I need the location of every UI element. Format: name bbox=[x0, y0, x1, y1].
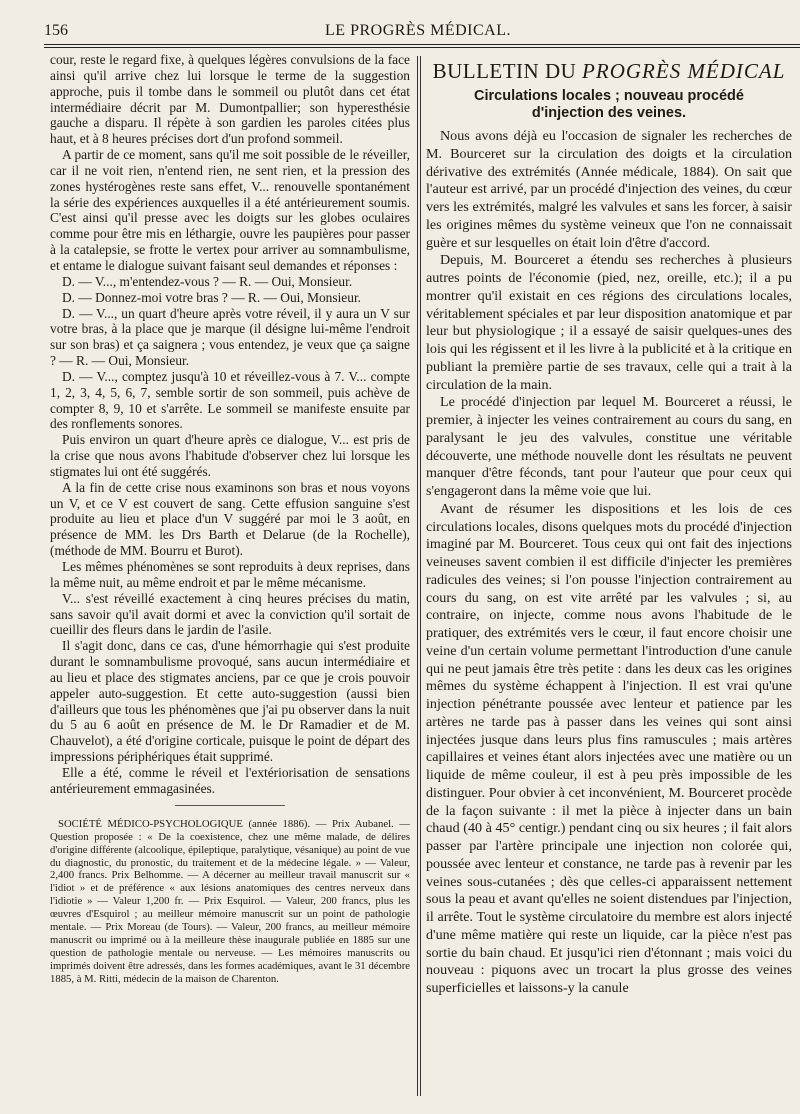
column-divider-double bbox=[420, 56, 421, 1096]
dialogue-line: D. — Donnez-moi votre bras ? — R. — Oui, Monsieur. bbox=[62, 289, 362, 305]
subtitle-line: Circulations locales ; nouveau procédé bbox=[474, 88, 744, 104]
paragraph: Avant de résumer les dispositions et les lois de ces circulations locales, disons quelques mots du procédé d'injection imaginé par M. Bourceret. Tous ceux qui ont fait des injections veineuses savent combien il est difficile d'injecter les premières radicules des veines; si l'on pousse l'injection contrairement au cours du sang, on est vite arrêté par les valvules ; si, au contraire, on injecte, comme nous avons l'habitude de le pratiquer, des extrémités vers le cœur, il faut encore choisir une veine d'un certain volume permettant l'introduction d'une canule qui ne peut jamais être très petite : dans les deux cas les origines mêmes du système échappent à l'injection. Il est vrai qu'une injection pénétrante poussée avec lenteur et patience par les artères ne tarde pas à passer dans les veines qui sont ainsi injectées jusque dans leurs plus fins ramuscules ; mais artères capillaires et veines étant alors injectées avec une matière ou un liquide de même couleur, il est à peu près impossible de les distinguer. Pour obvier à cet inconvénient, M. Bourceret procède de la façon suivante : il met la pièce à injecter dans un bain chaud (40 à 45° centigr.) pendant cinq ou six heures ; il fait alors passer par l'artère principale une injection non colorée qui, poussée avec lenteur et constance, ne tarde pas à revenir par les veines sous-cutanées ; dès que celles-ci apparaissent nettement sous la peau et avant qu'elles ne soient distendues par l'injection, il arrête. Tout le système circulatoire du membre est alors injecté d'une même matière qui reste un liquide, car la pièce n'est pas sortie du bain chaud. Et jusqu'ici rien d'étonnant ; mais voici du nouveau : piquons avec un trocart la plus grosse des veines superficielles et laissons-y la canule bbox=[426, 500, 792, 996]
bulletin-title-italic: PROGRÈS MÉDICAL bbox=[582, 59, 786, 83]
bulletin-title bbox=[426, 58, 792, 84]
paragraph: Depuis, M. Bourceret a étendu ses recherches à plusieurs autres points de l'économie (pied, nez, oreille, etc.); il a pu montrer qu'il existait en ces régions des circulations locales, véritablement spéciales et par leur disposition anatomique et par leur but physiologique ; il a essayé de saisir quelques-unes des lois qui les régissent et il les livre à la publicité et à la critique en publiant la première partie de ses travaux, celle qui a trait à la circulation de la main. bbox=[426, 252, 792, 393]
dialogue-line: D. — V..., m'entendez-vous ? — R. — Oui, Monsieur. bbox=[62, 273, 353, 289]
right-column bbox=[426, 56, 792, 998]
subtitle-line: d'injection des veines. bbox=[531, 105, 687, 121]
paragraph: cour, reste le regard fixe, à quelques légères convulsions de la face ainsi qu'il arrive chez lui lorsque le terme de la suggestion approche, puis il tombe dans le sommeil ou plutôt dans cet état intermédiaire décrit par M. Dumontpallier; son hyperesthésie gauche a disparu. Il répète à son gardien les paroles citées plus haut, et à 8 heures précises dort d'un profond sommeil. bbox=[50, 52, 410, 147]
paragraph: Nous avons déjà eu l'occasion de signaler les recherches de M. Bourceret sur la circulation des doigts et la circulation dérivative des extrémités (Année médicale, 1884). On sait que l'auteur est arrivé, par un procédé d'injection des veines, du cœur vers les extrémités, malgré les valvules et sans les forcer, à saisir les origines mêmes du système veineux que l'on ne connaissait guère et sur lesquelles on était loin d'être d'accord. bbox=[426, 128, 792, 251]
journal-title: LE PROGRÈS MÉDICAL. bbox=[325, 22, 511, 39]
section-separator bbox=[175, 805, 285, 806]
paragraph: Puis environ un quart d'heure après ce dialogue, V... est pris de la crise que nous avons l'habitude d'observer chez lui lorsque les stigmates lui ont été suggérés. bbox=[50, 432, 410, 479]
dialogue-line: D. — V..., un quart d'heure après votre réveil, il y aura un V sur votre bras, à la place que je marque (il désigne lui-même l'endroit sur son bras) et ça saignera ; vous entendez, je veux que ça saigne ? — R. — Oui, Monsieur. bbox=[50, 305, 410, 369]
paragraph: A partir de ce moment, sans qu'il me soit possible de le réveiller, car il ne voit rien, n'entend rien, ne sent rien, et la pression des zones hystérogènes reste sans effet, V... renouvelle spontanément la série des expériences auxquelles il a été antérieurement soumis. C'est ainsi qu'il presse avec les doigts sur les globes oculaires comme pour être mis en léthargie, ouvre les paupières pour passer à la catalepsie, se frotte le vertex pour arriver au somnambulisme, et entame le dialogue suivant faisant seul demandes et réponses : bbox=[50, 147, 410, 273]
paragraph: Les mêmes phénomènes se sont reproduits à deux reprises, dans la même nuit, au même endroit et par le même mécanisme. bbox=[50, 559, 410, 590]
society-note: SOCIÉTÉ MÉDICO-PSYCHOLOGIQUE (année 1886). — Prix Aubanel. — Question proposée : « De la coexistence, chez une même malade, de délires d'origine différente (alcoolique, épileptique, paralytique, vésanique) au point de vue du diagnostic, du pronostic, du traitement et de la médecine légale. » — Valeur, 2,400 francs. Prix Belhomme. — A décerner au meilleur travail manuscrit sur « l'idiot » et de préférence « aux lésions anatomiques des centres nerveux dans l'idiotie » — Valeur 1,200 fr. — Prix Esquirol. — Valeur, 200 francs, plus les œuvres d'Esquirol ; au meilleur mémoire manuscrit sur un point de pathologie mentale. — Prix Moreau (de Tours). — Valeur, 200 francs, au meilleur mémoire manuscrit ou imprimé ou à la meilleure thèse inaugurale publiée en 1885 sur une question de pathologie mentale ou nerveuse. — Les mémoires manuscrits ou imprimés doivent être adressés, dans les formes académiques, avant le 31 décembre 1885, à M. Ritti, médecin de la maison de Charenton. bbox=[50, 817, 410, 986]
bulletin-title-plain: BULLETIN DU bbox=[432, 59, 577, 83]
paragraph: Il s'agit donc, dans ce cas, d'une hémorrhagie qui s'est produite durant le somnambulisme provoqué, sans aucun intermédiaire et au lieu et place des stigmates anciens, par ce que je crois pouvoir appeler auto-suggestion. Et cette auto-suggestion (aussi bien d'ailleurs que tous les phénomènes que j'ai pu observer dans la nuit du 5 au 6 août en présence de M. le Dr Ramadier et de M. Chauvelot), a été d'origine corticale, puisque le point de départ des impressions périphériques était supprimé. bbox=[50, 638, 410, 765]
paragraph: Le procédé d'injection par lequel M. Bourceret a réussi, le premier, à injecter les veines contrairement au cours du sang, en paralysant le jeu des valvules, constitue une véritable découverte, une méthode nouvelle dont les résultats ne peuvent manquer d'être féconds, tant pour l'auteur que pour ceux qui s'engageront dans la même voie que lui. bbox=[426, 394, 792, 499]
paragraph: Elle a été, comme le réveil et l'extériorisation de sensations antérieurement emmagasinées. bbox=[50, 764, 410, 796]
column-divider bbox=[417, 56, 418, 1096]
page-number: 156 bbox=[44, 22, 68, 39]
paragraph: A la fin de cette crise nous examinons son bras et nous voyons un V, et ce V est couvert de sang. Cette effusion sanguine s'est produite au lieu et place d'un V suggéré par moi le 3 août, en présence de MM. les Drs Barth et Delarue (de la Rochelle), (méthode de MM. Bourru et Burot). bbox=[50, 479, 410, 559]
dialogue-line: D. — V..., comptez jusqu'à 10 et réveillez-vous à 7. V... compte 1, 2, 3, 4, 5, 6, 7, semble sortir de son sommeil, puis achève de compter 8, 9, 10 et s'arrête. Le sommeil se manifeste ensuite par des ronflements sonores. bbox=[50, 368, 410, 432]
paragraph: V... s'est réveillé exactement à cinq heures précises du matin, sans savoir qu'il avait dormi et avec la conviction qu'il sortait de cueillir des fleurs dans le jardin de l'asile. bbox=[50, 590, 410, 638]
header-rule-double bbox=[44, 47, 800, 48]
left-column bbox=[50, 52, 410, 986]
article-subtitle bbox=[426, 88, 792, 122]
header-rule bbox=[44, 44, 800, 45]
page-header bbox=[44, 22, 792, 44]
